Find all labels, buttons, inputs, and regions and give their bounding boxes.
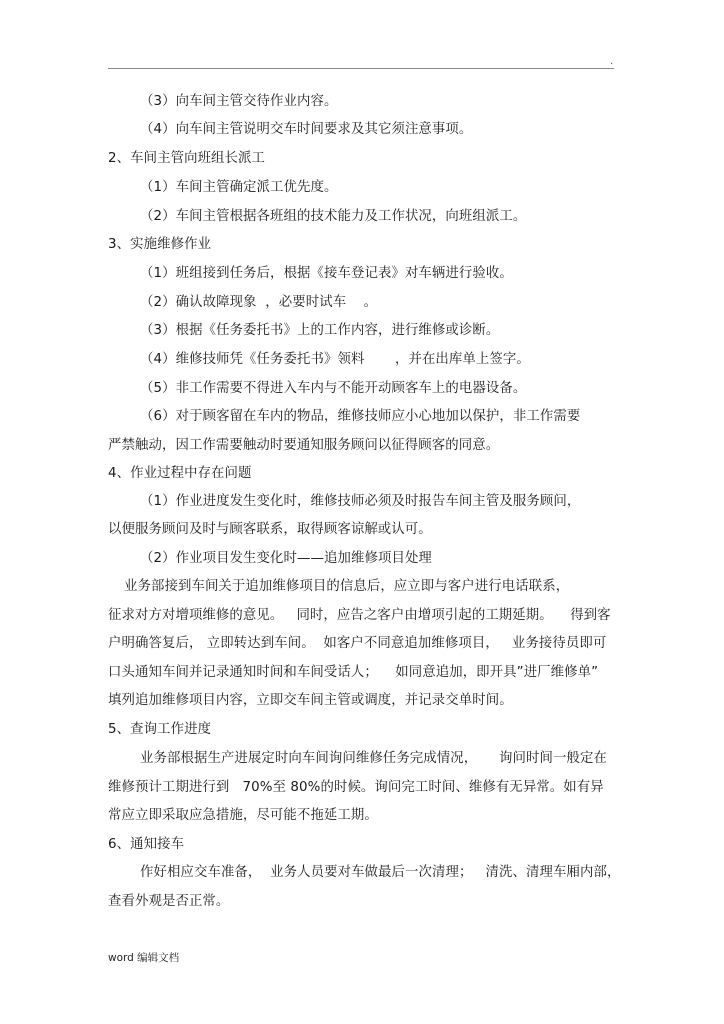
- section-heading: 6、通知接车: [108, 837, 185, 852]
- header-mark: .: [610, 56, 614, 67]
- section-heading: 4、作业过程中存在问题: [108, 466, 252, 481]
- text-line: （4）维修技师凭《任务委托书》领料 ，并在出库单上签字。: [140, 352, 530, 367]
- text-line: 以便服务顾问及时与顾客联系，取得顾客谅解或认可。: [108, 522, 432, 537]
- text-line: （5）非工作需要不得进入车内与不能开动顾客车上的电器设备。: [140, 381, 527, 396]
- text-line: （2）作业项目发生变化时——追加维修项目处理: [140, 551, 432, 566]
- text-line: （6）对于顾客留在车内的物品，维修技师应小心地加以保护，非工作需要: [140, 409, 581, 424]
- text-line: 常应立即采取应急措施，尽可能不拖延工期。: [108, 808, 378, 823]
- text-line: 口头通知车间并记录通知时间和车间受话人； 如同意追加，即开具”进厂维修单”: [108, 665, 599, 680]
- text-line: 填列追加维修项目内容，立即交车间主管或调度，并记录交单时间。: [108, 693, 513, 708]
- text-line: 业务部接到车间关于追加维修项目的信息后，应立即与客户进行电话联系，: [124, 579, 570, 594]
- section-heading: 2、车间主管向班组长派工: [108, 151, 266, 166]
- footer-label: word 编辑文档: [108, 952, 180, 964]
- text-line: （3）根据《任务委托书》上的工作内容，进行维修或诊断。: [140, 323, 500, 338]
- text-line: （4）向车间主管说明交车时间要求及其它须注意事项。: [140, 122, 473, 137]
- text-line: 查看外观是否正常。: [108, 894, 230, 909]
- text-line: （1）作业进度发生变化时，维修技师必须及时报告车间主管及服务顾问，: [140, 494, 581, 509]
- text-line: 业务部根据生产进展定时向车间询问维修任务完成情况， 询问时间一般定在: [140, 751, 607, 766]
- section-heading: 3、实施维修作业: [108, 237, 212, 252]
- text-line: （2）确认故障现象 ，必要时试车 。: [140, 295, 378, 310]
- text-line: 严禁触动，因工作需要触动时要通知服务顾问以征得顾客的同意。: [108, 438, 500, 453]
- text-line: 户明确答复后， 立即转达到车间。 如客户不同意追加维修项目， 业务接待员即可: [108, 636, 607, 651]
- text-line: （3）向车间主管交待作业内容。: [140, 94, 338, 109]
- text-line: （2）车间主管根据各班组的技术能力及工作状况，向班组派工。: [140, 209, 527, 224]
- section-heading: 5、查询工作进度: [108, 722, 212, 737]
- text-line: 维修预计工期进行到 70%至 80%的时候。询问完工时间、维修有无异常。如有异: [108, 780, 604, 795]
- text-line: 征求对方对增项维修的意见。 同时，应告之客户由增项引起的工期延期。 得到客: [108, 608, 611, 623]
- text-line: （1）班组接到任务后，根据《接车登记表》对车辆进行验收。: [140, 266, 513, 281]
- header-rule: [108, 68, 614, 69]
- text-line: （1）车间主管确定派工优先度。: [140, 180, 338, 195]
- text-line: 作好相应交车准备， 业务人员要对车做最后一次清理； 清洗、清理车厢内部，: [140, 865, 621, 880]
